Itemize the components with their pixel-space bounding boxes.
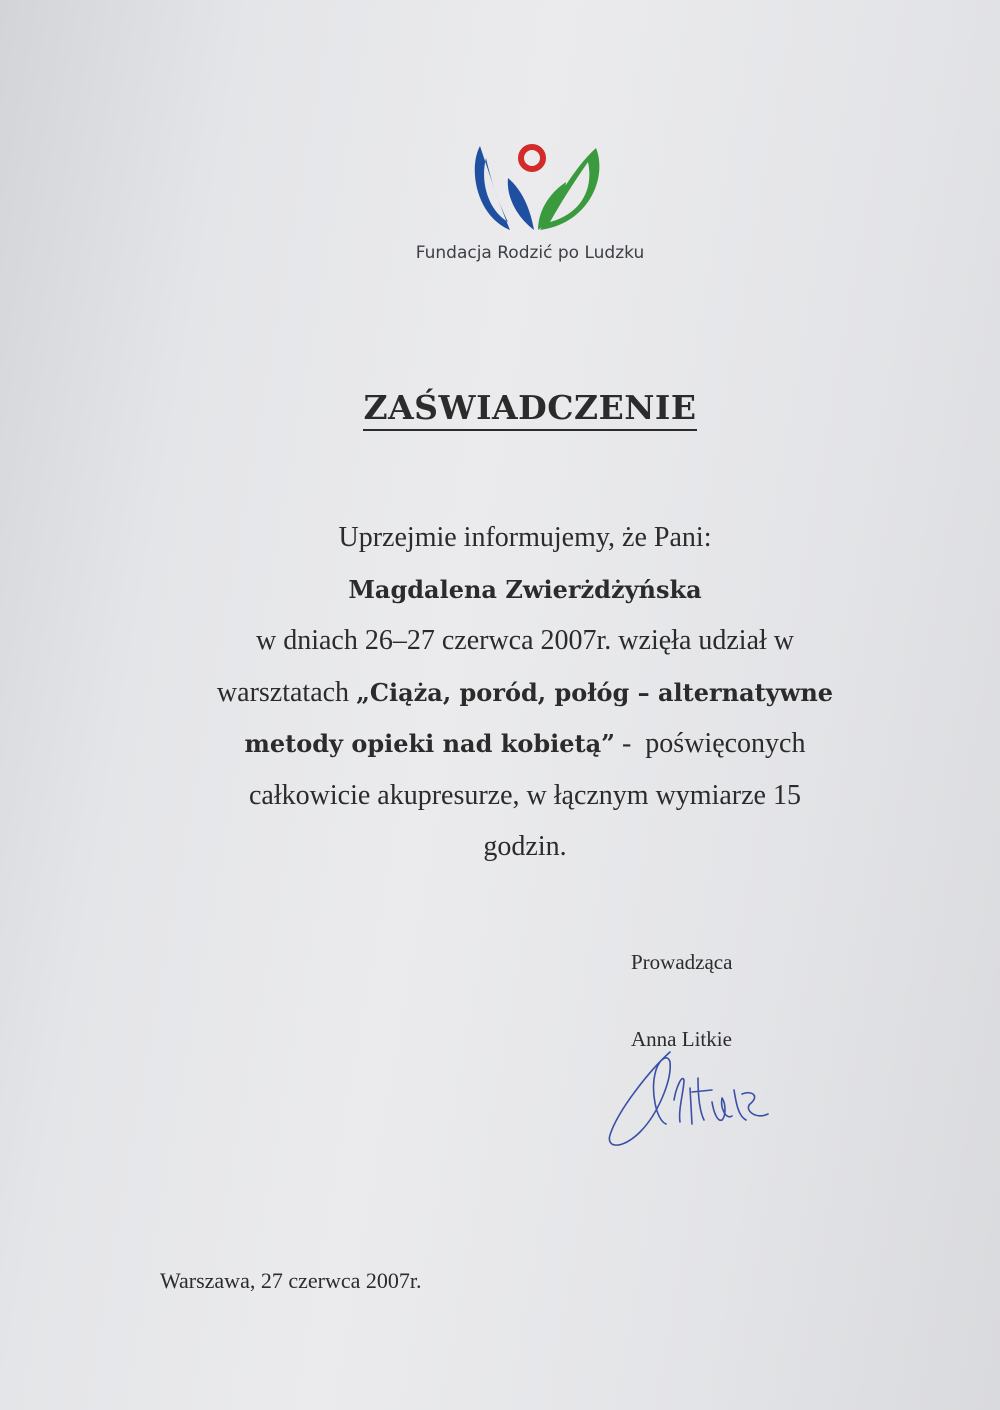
handwritten-signature-icon	[600, 1040, 790, 1155]
dedicated-text: - poświęconych	[614, 728, 806, 759]
total-hours-line: całkowicie akupresurze, w łącznym wymiarze 15	[249, 779, 801, 811]
logo-blue-inner-leaf	[508, 178, 534, 230]
certificate-title-text: ZAŚWIADCZENIE	[363, 388, 696, 431]
place-and-date: Warszawa, 27 czerwca 2007r.	[160, 1268, 422, 1293]
recipient-name: Magdalena Zwierżdżyńska	[348, 574, 702, 604]
dates-line: w dniach 26–27 czerwca 2007r. wzięła udział w	[255, 625, 794, 656]
hours-line: godzin.	[483, 831, 567, 862]
fundacja-tulip-logo-icon	[470, 138, 606, 238]
workshop-line-2	[130, 718, 920, 770]
logo-red-bud	[521, 147, 543, 169]
intro-line: Uprzejmie informujemy, że Pani:	[338, 522, 712, 553]
workshop-prefix: warsztatach	[216, 676, 350, 708]
workshop-title-part1: „Ciąża, poród, połóg – alternatywne	[356, 677, 834, 707]
certificate-title	[280, 388, 780, 427]
logo-blue-leaf	[475, 146, 510, 230]
workshop-title-part2: metody opieki nad kobietą”	[244, 729, 615, 758]
organization-name: Fundacja Rodzić po Ludzku	[415, 243, 645, 263]
signatory-role: Prowadząca	[631, 950, 733, 974]
workshop-line-1	[130, 667, 920, 719]
certificate-body	[130, 512, 920, 873]
signatory-name: Anna Litkie	[631, 1027, 732, 1051]
